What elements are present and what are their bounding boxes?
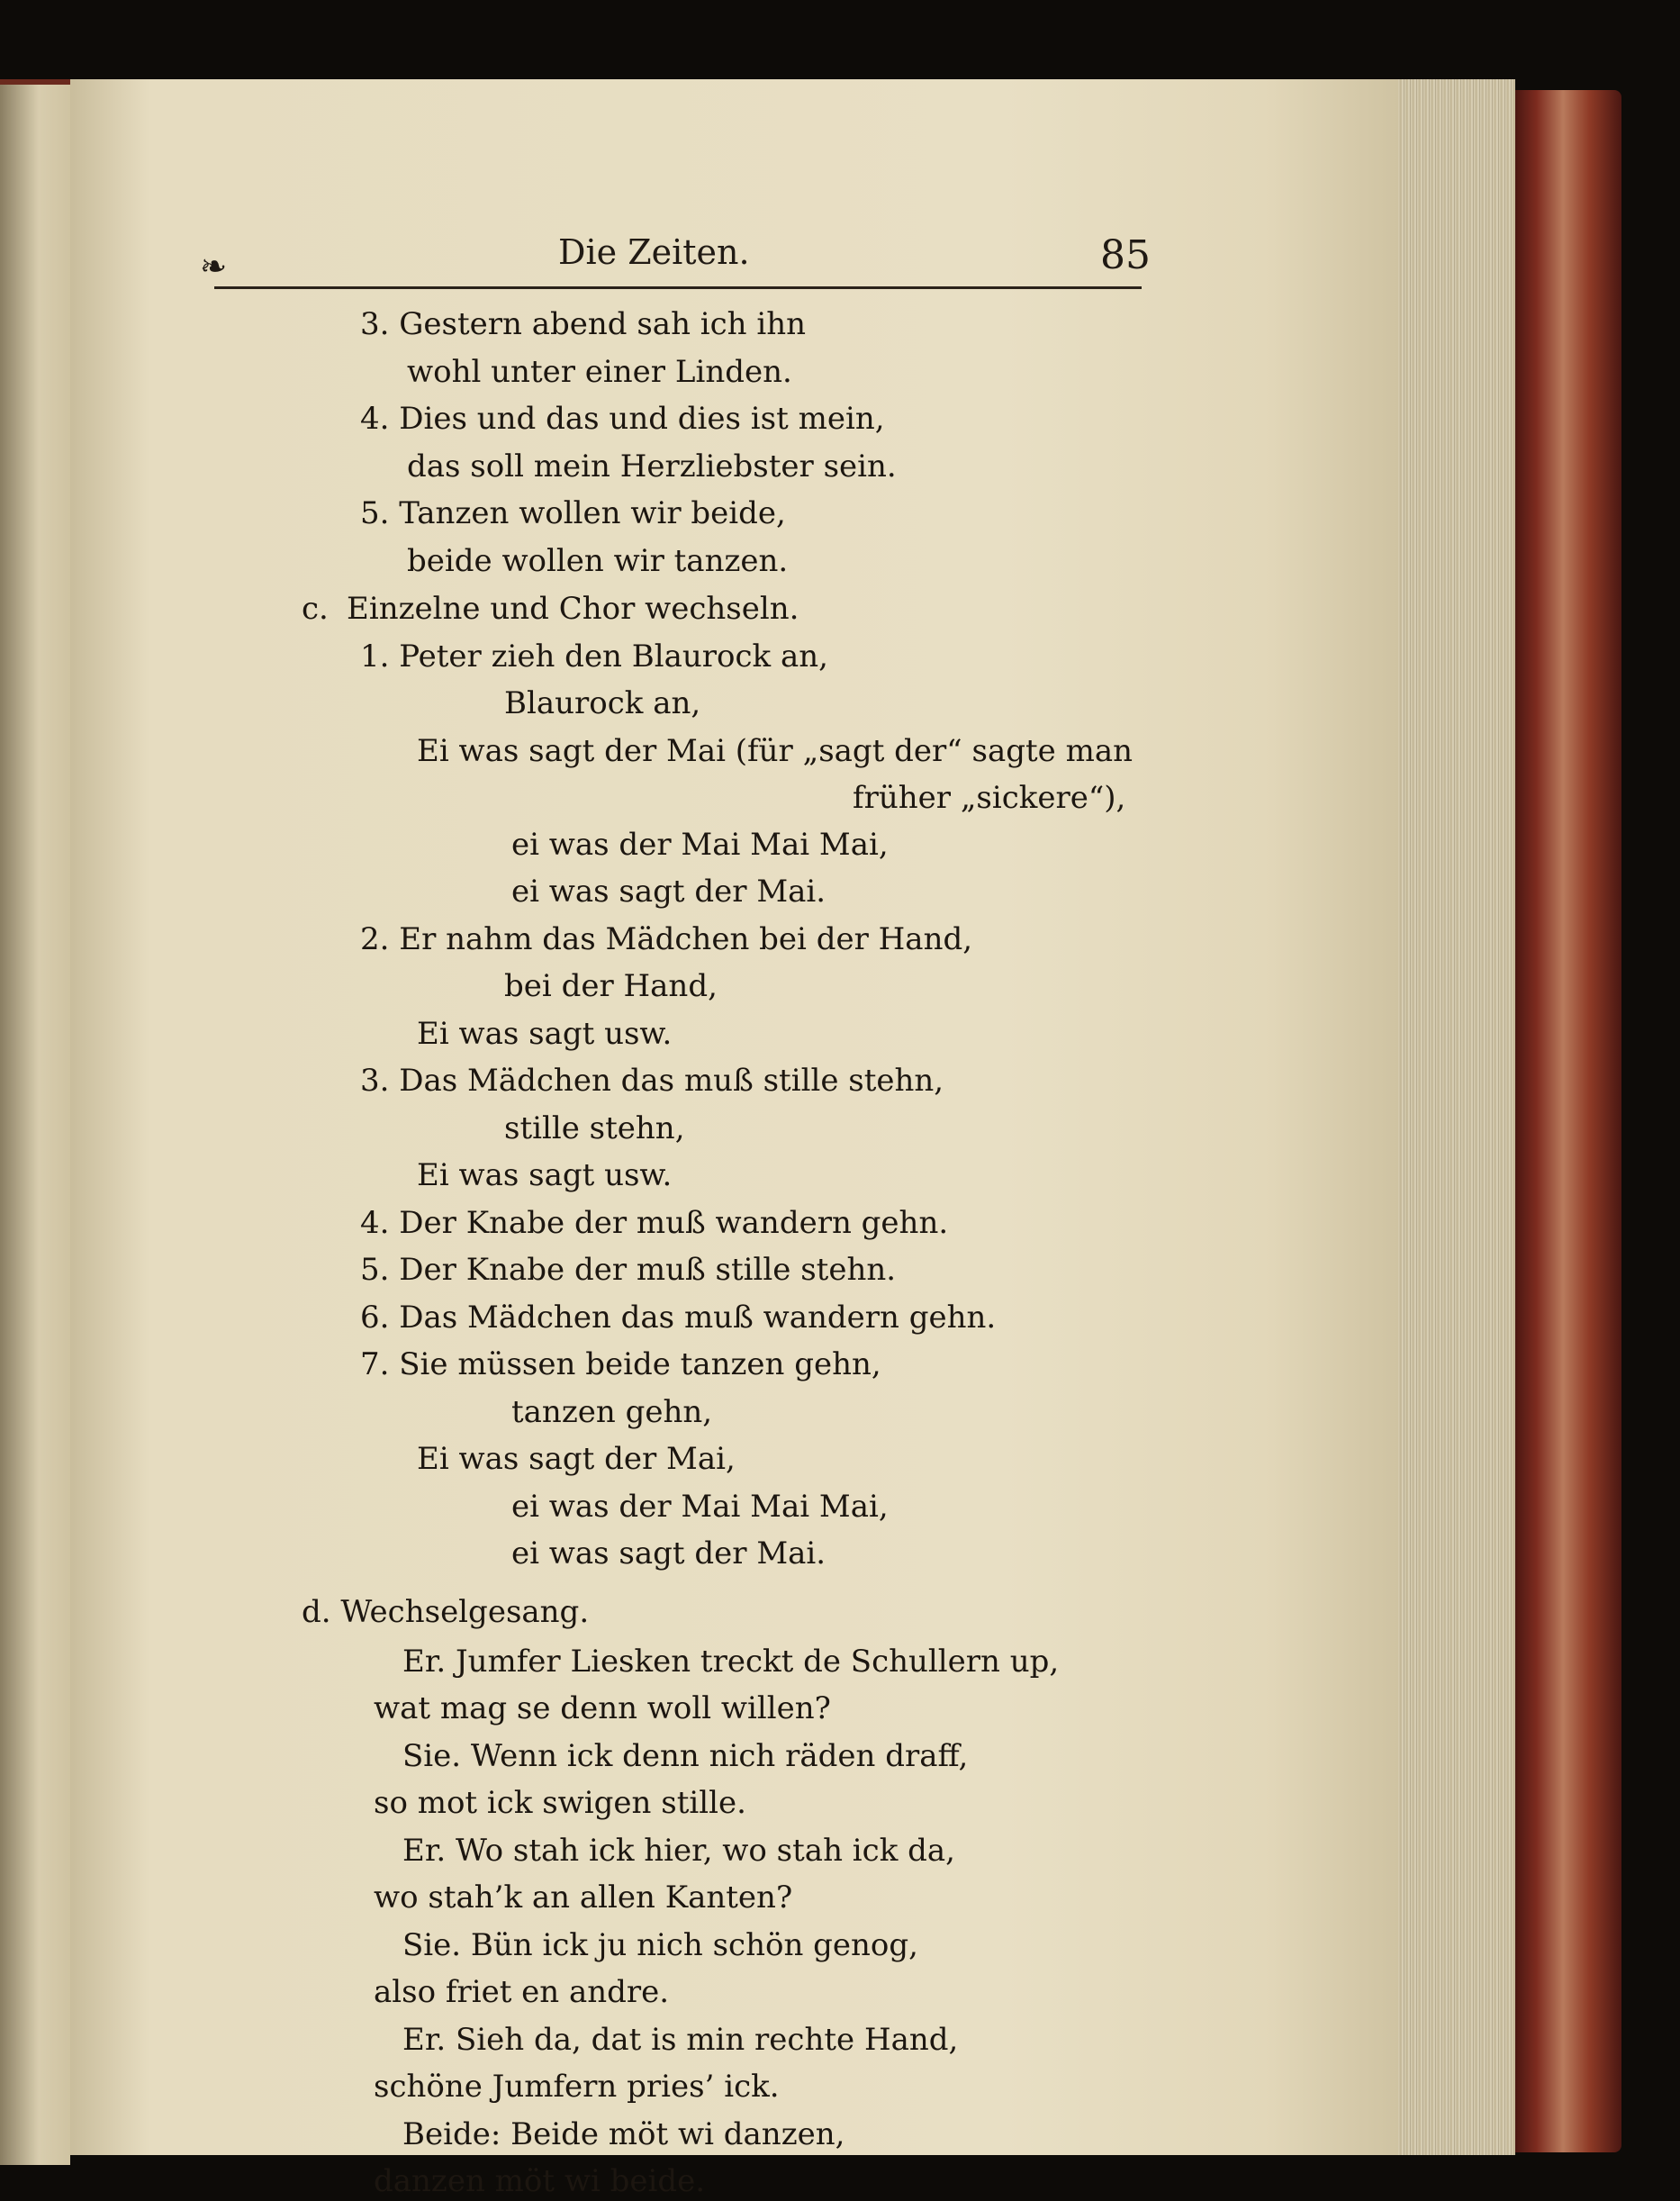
text-line: tanzen gehn, <box>511 1394 713 1430</box>
text-line: ei was sagt der Mai. <box>511 874 826 910</box>
text-line: 5. Tanzen wollen wir beide, <box>360 495 786 531</box>
text-line: 7. Sie müssen beide tanzen gehn, <box>360 1346 881 1382</box>
text-line: schöne Jumfern pries’ ick. <box>374 2069 780 2105</box>
text-line: Sie. Wenn ick denn nich räden draff, <box>402 1738 969 1774</box>
text-line: stille stehn, <box>504 1110 685 1146</box>
text-line: Blaurock an, <box>504 685 701 721</box>
text-line: d. Wechselgesang. <box>302 1594 590 1630</box>
text-line: früher „sickere“), <box>853 780 1126 816</box>
text-line: ei was der Mai Mai Mai, <box>511 827 889 863</box>
text-line: 6. Das Mädchen das muß wandern gehn. <box>360 1300 997 1336</box>
text-line: danzen möt wi beide. <box>374 2163 706 2199</box>
text-line: also friet en andre. <box>374 1974 670 2010</box>
text-line: wat mag se denn woll willen? <box>374 1690 831 1726</box>
text-line: 2. Er nahm das Mädchen bei der Hand, <box>360 921 973 957</box>
text-line: Ei was sagt der Mai, <box>417 1441 736 1477</box>
text-line: Einzelne und Chor wechseln. <box>347 591 799 627</box>
text-line: wohl unter einer Linden. <box>407 354 792 390</box>
running-head: Die Zeiten. <box>558 232 750 272</box>
text-line: Er. Jumfer Liesken treckt de Schullern up, <box>402 1644 1060 1680</box>
text-line: Ei was sagt der Mai (für „sagt der“ sagte man <box>417 733 1133 769</box>
text-line: das soll mein Herzliebster sein. <box>407 448 897 485</box>
text-line: 5. Der Knabe der muß stille stehn. <box>360 1252 897 1288</box>
text-line: 3. Das Mädchen das muß stille stehn, <box>360 1063 944 1099</box>
text-line: beide wollen wir tanzen. <box>407 543 789 579</box>
text-line: wo stah’k an allen Kanten? <box>374 1879 793 1916</box>
page-number: 85 <box>1100 232 1151 278</box>
text-line: Er. Sieh da, dat is min rechte Hand, <box>402 2022 959 2058</box>
ornament-icon: ❧ <box>200 249 228 285</box>
text-line: Ei was sagt usw. <box>417 1157 673 1193</box>
text-line: c. <box>302 591 329 627</box>
text-line: so mot ick swigen stille. <box>374 1785 746 1821</box>
text-line: Er. Wo stah ick hier, wo stah ick da, <box>402 1833 955 1869</box>
text-line: Ei was sagt usw. <box>417 1016 673 1052</box>
text-line: 4. Der Knabe der muß wandern gehn. <box>360 1205 949 1241</box>
text-line: Beide: Beide möt wi danzen, <box>402 2116 845 2152</box>
text-line: 4. Dies und das und dies ist mein, <box>360 401 885 437</box>
text-line: ei was sagt der Mai. <box>511 1535 826 1571</box>
text-line: Sie. Bün ick ju nich schön genog, <box>402 1927 918 1963</box>
text-line: bei der Hand, <box>504 968 718 1004</box>
text-line: 1. Peter zieh den Blaurock an, <box>360 639 828 675</box>
text-line: 3. Gestern abend sah ich ihn <box>360 306 807 342</box>
text-line: ei was der Mai Mai Mai, <box>511 1489 889 1525</box>
